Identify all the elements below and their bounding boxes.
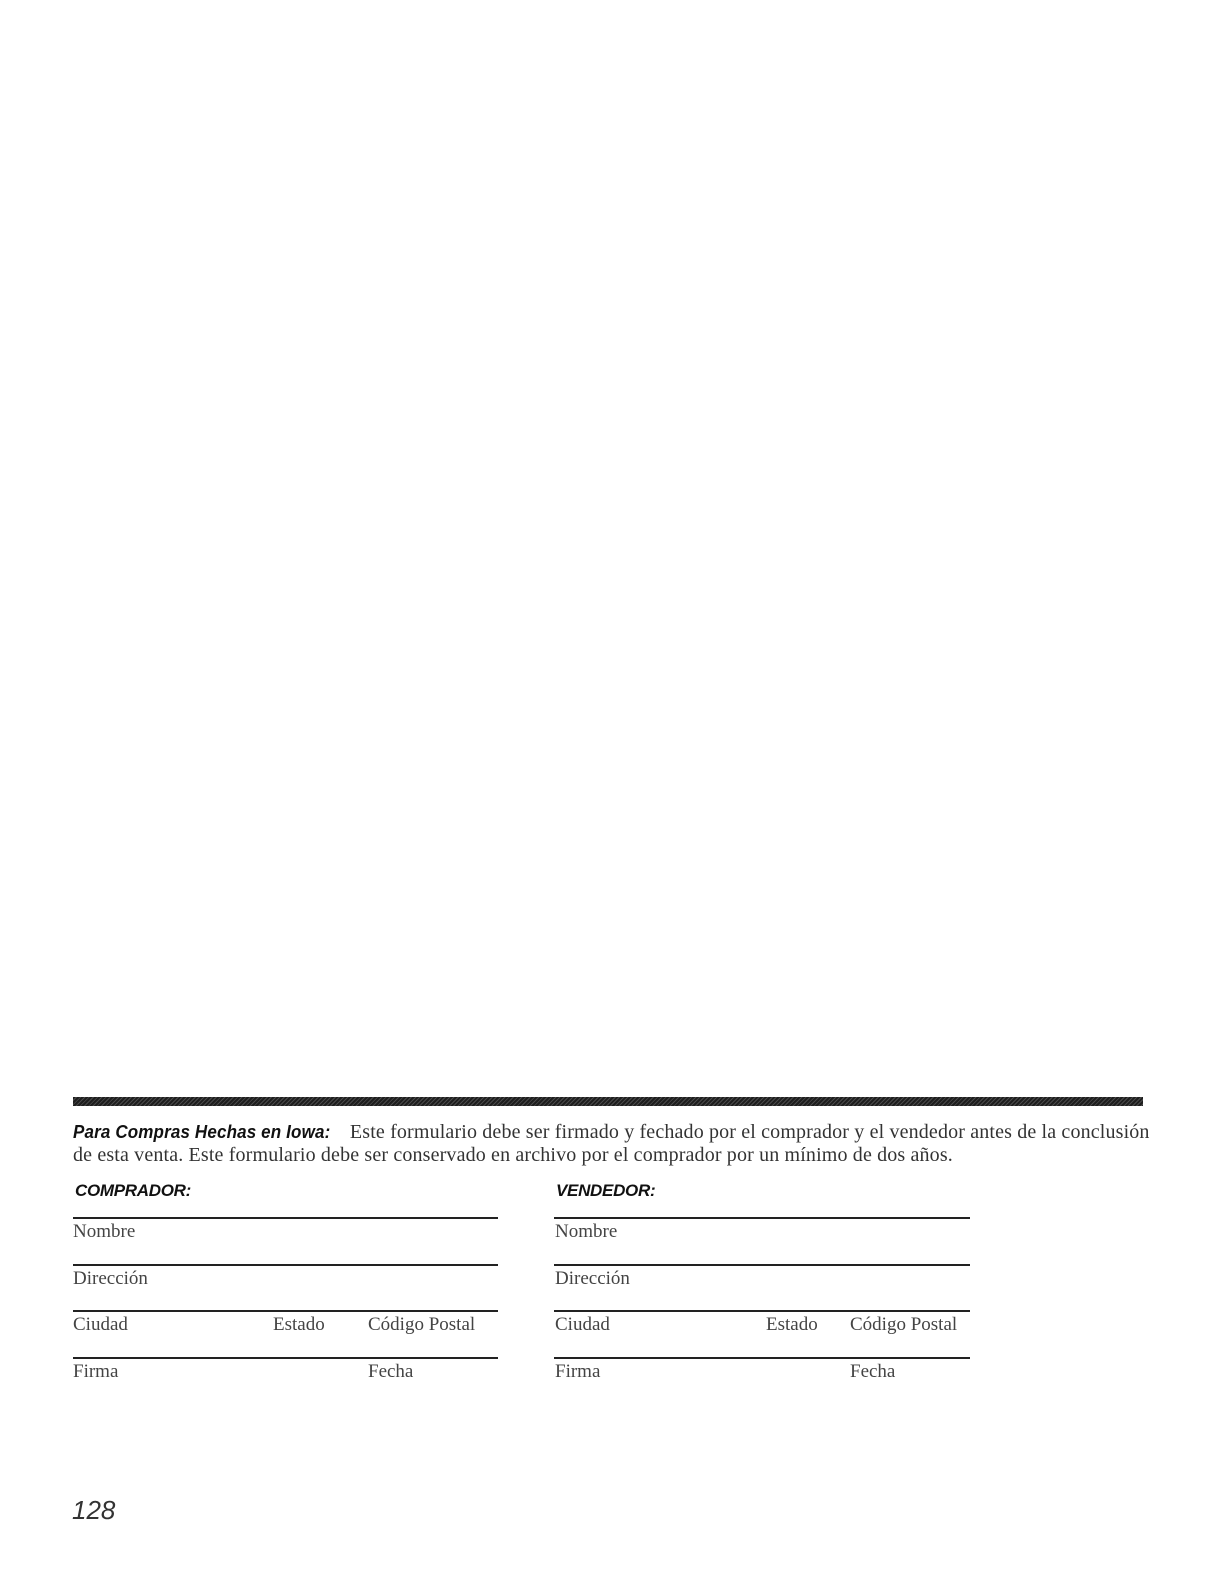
buyer-name-field[interactable] bbox=[73, 1217, 498, 1219]
seller-address-field[interactable] bbox=[554, 1264, 970, 1266]
buyer-signature-date-field[interactable] bbox=[73, 1357, 498, 1359]
buyer-address-field[interactable] bbox=[73, 1264, 498, 1266]
iowa-notice-lead: Para Compras Hechas en Iowa: bbox=[73, 1121, 331, 1142]
buyer-heading: COMPRADOR: bbox=[75, 1181, 191, 1200]
seller-name-label: Nombre bbox=[555, 1221, 618, 1242]
buyer-name-label: Nombre bbox=[73, 1221, 136, 1242]
buyer-zip-label: Código Postal bbox=[368, 1314, 476, 1335]
iowa-notice-text: Este formulario debe ser firmado y fechado por el comprador y el vendedor antes de la conclusión de esta venta. Este formulario debe ser conservado en archivo por el comprador por un mínimo de dos años. bbox=[73, 1121, 1150, 1166]
buyer-city-state-zip-field[interactable] bbox=[73, 1310, 498, 1312]
seller-name-field[interactable] bbox=[554, 1217, 970, 1219]
buyer-address-label: Dirección bbox=[73, 1268, 148, 1289]
seller-date-label: Fecha bbox=[850, 1361, 896, 1382]
page-number: 128 bbox=[72, 1495, 116, 1525]
seller-state-label: Estado bbox=[766, 1314, 818, 1335]
buyer-date-label: Fecha bbox=[368, 1361, 414, 1382]
section-divider-rule bbox=[73, 1097, 1143, 1106]
buyer-signature-label: Firma bbox=[73, 1361, 119, 1382]
seller-address-label: Dirección bbox=[555, 1268, 630, 1289]
seller-city-label: Ciudad bbox=[555, 1314, 610, 1335]
seller-city-state-zip-field[interactable] bbox=[554, 1310, 970, 1312]
buyer-city-label: Ciudad bbox=[73, 1314, 128, 1335]
iowa-notice-paragraph bbox=[73, 1120, 1153, 1167]
seller-heading: VENDEDOR: bbox=[556, 1181, 656, 1200]
buyer-state-label: Estado bbox=[273, 1314, 325, 1335]
seller-signature-date-field[interactable] bbox=[554, 1357, 970, 1359]
seller-signature-label: Firma bbox=[555, 1361, 601, 1382]
seller-zip-label: Código Postal bbox=[850, 1314, 958, 1335]
